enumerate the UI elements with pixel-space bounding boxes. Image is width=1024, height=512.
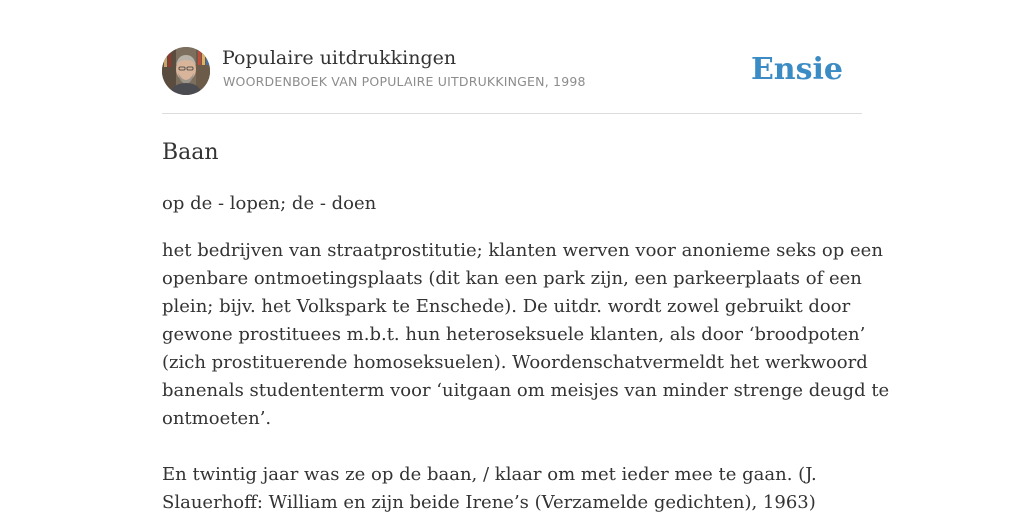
- author-portrait-image: [162, 47, 210, 95]
- definition-line: het bedrijven van straatprostitutie; klanten werven voor anonieme seks op een: [162, 240, 883, 261]
- author-avatar[interactable]: [162, 47, 210, 95]
- quote-line: En twintig jaar was ze op de baan, / klaar om met ieder mee te gaan. (J.: [162, 464, 817, 485]
- definition-line: openbare ontmoetingsplaats (dit kan een park zijn, een parkeerplaats of een: [162, 268, 862, 289]
- definition-line: (zich prostituerende homoseksuelen). Woordenschatvermeldt het werkwoord: [162, 352, 868, 373]
- paragraph-spacer: [162, 433, 862, 461]
- definition-line: banenals studententerm voor ‘uitgaan om meisjes van minder strenge deugd te: [162, 380, 890, 401]
- source-header: [162, 46, 862, 96]
- header-divider: [162, 113, 862, 114]
- definition-line: gewone prostituees m.b.t. hun heteroseksuele klanten, als door ‘broodpoten’: [162, 324, 866, 345]
- definition-line: plein; bijv. het Volkspark te Enschede). De uitdr. wordt zowel gebruikt door: [162, 296, 851, 317]
- source-title[interactable]: Populaire uitdrukkingen: [222, 47, 457, 69]
- ensie-logo[interactable]: Ensie: [750, 52, 843, 87]
- entry-term: Baan: [162, 140, 219, 165]
- quote-line: Slauerhoff: William en zijn beide Irene’s (Verzamelde gedichten), 1963): [162, 492, 816, 512]
- entry-definition: [162, 237, 890, 512]
- definition-line: ontmoeten’.: [162, 408, 272, 429]
- entry-card: [162, 0, 890, 512]
- entry-variant: op de - lopen; de - doen: [162, 193, 377, 214]
- source-subtitle: WOORDENBOEK VAN POPULAIRE UITDRUKKINGEN, 1998: [223, 74, 586, 89]
